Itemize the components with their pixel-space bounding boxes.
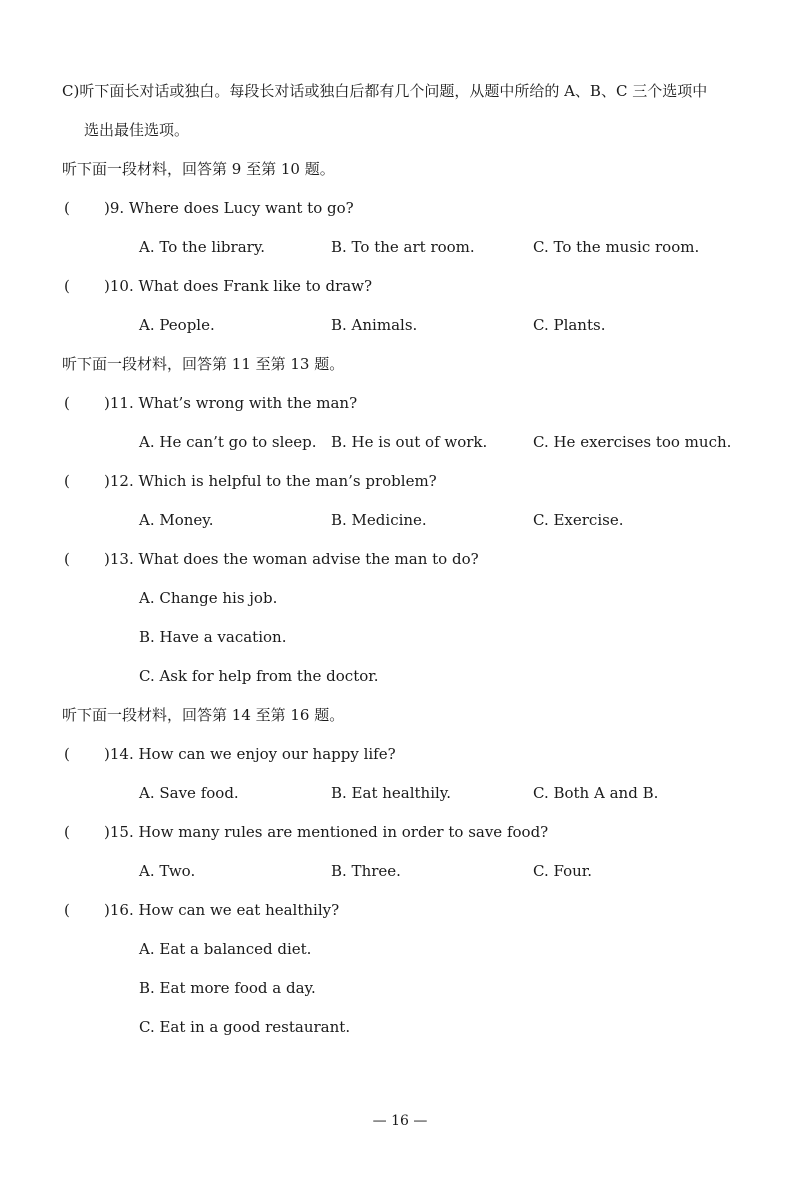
question-15-text: )15. How many rules are mentioned in order to save food? xyxy=(104,823,549,841)
answer-blank-9[interactable]: ( xyxy=(64,199,70,217)
question-9-text: )9. Where does Lucy want to go? xyxy=(104,199,354,217)
question-16-text: )16. How can we eat healthily? xyxy=(104,901,340,919)
answer-blank-15[interactable]: ( xyxy=(64,823,70,841)
question-11-option-c: C. He exercises too much. xyxy=(533,433,732,451)
question-10-text: )10. What does Frank like to draw? xyxy=(104,277,373,295)
page-number: — 16 — xyxy=(372,1113,428,1129)
question-15-option-a: A. Two. xyxy=(139,862,196,880)
section-heading-11-13: 听下面一段材料，回答第 11 至第 13 题。 xyxy=(62,355,345,373)
question-14-option-b: B. Eat healthily. xyxy=(331,784,452,802)
question-10-option-a: A. People. xyxy=(139,316,215,334)
answer-blank-11[interactable]: ( xyxy=(64,394,70,412)
question-14-text: )14. How can we enjoy our happy life? xyxy=(104,745,396,763)
question-9-option-a: A. To the library. xyxy=(139,238,266,256)
question-12-option-a: A. Money. xyxy=(139,511,214,529)
question-14-option-a: A. Save food. xyxy=(139,784,239,802)
question-15-option-c: C. Four. xyxy=(533,862,593,880)
question-15-option-b: B. Three. xyxy=(331,862,401,880)
answer-blank-10[interactable]: ( xyxy=(64,277,70,295)
question-10-option-c: C. Plants. xyxy=(533,316,606,334)
question-13-text: )13. What does the woman advise the man to do? xyxy=(104,550,479,568)
question-13-option-c: C. Ask for help from the doctor. xyxy=(139,667,379,685)
question-11-text: )11. What’s wrong with the man? xyxy=(104,394,358,412)
question-12-option-c: C. Exercise. xyxy=(533,511,624,529)
question-13-option-b: B. Have a vacation. xyxy=(139,628,287,646)
question-16-option-c: C. Eat in a good restaurant. xyxy=(139,1018,351,1036)
question-12-option-b: B. Medicine. xyxy=(331,511,427,529)
answer-blank-12[interactable]: ( xyxy=(64,472,70,490)
answer-blank-16[interactable]: ( xyxy=(64,901,70,919)
question-14-option-c: C. Both A and B. xyxy=(533,784,659,802)
answer-blank-14[interactable]: ( xyxy=(64,745,70,763)
question-16-option-a: A. Eat a balanced diet. xyxy=(139,940,312,958)
question-11-option-a: A. He can’t go to sleep. xyxy=(139,433,317,451)
question-13-option-a: A. Change his job. xyxy=(139,589,278,607)
answer-blank-13[interactable]: ( xyxy=(64,550,70,568)
question-12-text: )12. Which is helpful to the man’s problem? xyxy=(104,472,437,490)
instructions-line-2: 选出最佳选项。 xyxy=(84,121,190,139)
question-9-option-b: B. To the art room. xyxy=(331,238,475,256)
question-9-option-c: C. To the music room. xyxy=(533,238,700,256)
instructions-line-1: C)听下面长对话或独白。每段长对话或独白后都有几个问题，从题中所给的 A、B、C 三个选项中 xyxy=(62,82,708,100)
section-heading-14-16: 听下面一段材料，回答第 14 至第 16 题。 xyxy=(62,706,345,724)
section-heading-9-10: 听下面一段材料，回答第 9 至第 10 题。 xyxy=(62,160,335,178)
question-11-option-b: B. He is out of work. xyxy=(331,433,488,451)
question-10-option-b: B. Animals. xyxy=(331,316,418,334)
question-16-option-b: B. Eat more food a day. xyxy=(139,979,316,997)
